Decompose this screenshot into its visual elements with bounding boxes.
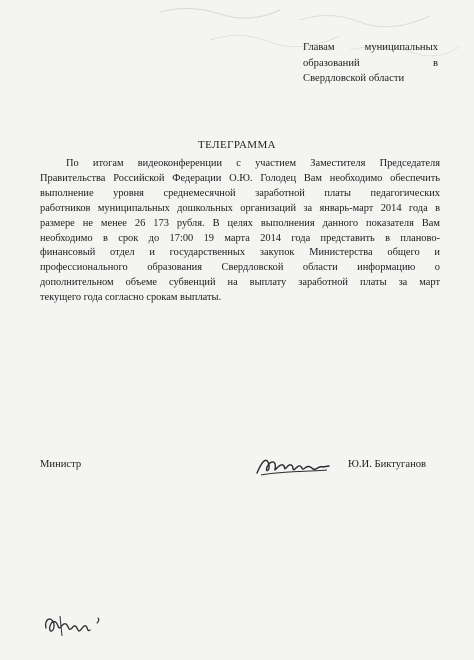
addressee-line [303,56,438,72]
signer-role: Министр [40,459,82,470]
body-line: финансовый отдел и государственных закупок Министерства общего и [40,247,440,259]
body-line: необходимо в срок до 17:00 19 марта 2014 года представить в планово- [40,232,440,244]
body-line: размере не менее 26 173 рубля. В целях выполнения данного показателя Вам [40,217,440,229]
addressee-line [303,71,438,87]
document-title: ТЕЛЕГРАММА [198,139,276,151]
body-line: профессионального образования Свердловской области информацию о [40,262,440,274]
addressee-word: Главам [303,42,335,53]
telegram-body [40,157,440,306]
body-line: работников муниципальных дошкольных организаций за январь-март 2014 года в [40,202,440,214]
addressee-block [303,40,438,87]
body-line: Правительства Российской Федерации О.Ю. Голодец Вам необходимо обеспечить [40,172,440,184]
signature-icon [253,451,333,481]
addressee-word: в [432,57,438,69]
body-line: выполнение уровня среднемесячной заработной платы педагогических [40,187,440,199]
addressee-word: муниципальных [364,42,438,53]
body-line: текущего года согласно срокам выплаты. [40,292,222,304]
addressee-line [303,40,438,56]
addressee-word: Свердловской области [303,73,405,84]
body-line: дополнительном объеме субвенций на выплату заработной платы за март [40,277,440,289]
body-line: По итогам видеоконференции с участием Заместителя Председателя [66,158,440,169]
addressee-word: образований [303,57,360,69]
signer-name: Ю.И. Биктуганов [348,459,427,470]
handwritten-initials-icon [40,608,120,643]
